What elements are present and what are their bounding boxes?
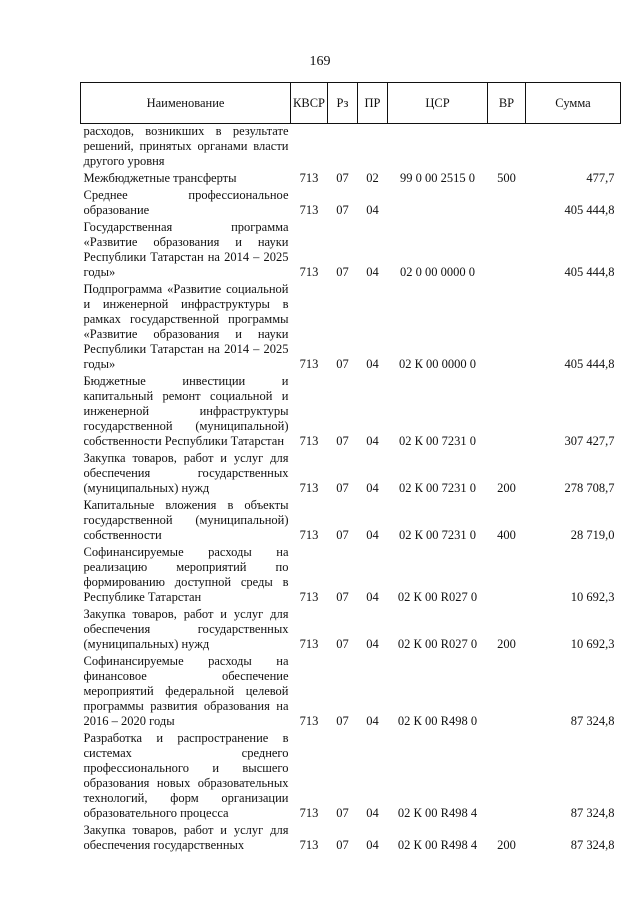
table-row xyxy=(81,282,621,374)
cell-vr: 200 xyxy=(497,838,516,852)
cell-csr xyxy=(388,124,488,172)
cell-pr: 04 xyxy=(366,528,379,542)
cell-sum: 10 692,3 xyxy=(570,590,615,604)
cell-name: Закупка товаров, работ и услуг для обеспечения государственных (муниципальных) нужд xyxy=(83,451,289,495)
header-row xyxy=(81,83,621,124)
cell-csr: 99 0 00 2515 0 xyxy=(400,171,475,185)
cell-vr: 200 xyxy=(497,637,516,651)
header-name: Наименование xyxy=(81,83,291,124)
table-row xyxy=(81,171,621,188)
cell-kvsr: 713 xyxy=(299,434,319,448)
cell-name: Подпрограмма «Развитие социальной и инженерной инфраструктуры в рамках государственной программы «Развитие образования и науки Республики Татарстан на 2014 – 2025 годы» xyxy=(83,282,289,371)
cell-kvsr: 713 xyxy=(299,714,319,728)
table-row xyxy=(81,498,621,545)
cell-name: расходов, возникших в результате решений, принятых органами власти другого уровня xyxy=(83,124,289,168)
header-pr: ПР xyxy=(358,83,388,124)
cell-csr: 02 К 00 R498 0 xyxy=(397,714,478,728)
cell-sum: 405 444,8 xyxy=(564,203,615,217)
cell-sum: 28 719,0 xyxy=(570,528,615,542)
cell-kvsr: 713 xyxy=(299,637,319,651)
header-kvsr: КВСР xyxy=(291,83,328,124)
cell-csr: 02 К 00 R027 0 xyxy=(397,637,478,651)
cell-rz: 07 xyxy=(336,357,349,371)
cell-kvsr: 713 xyxy=(299,590,319,604)
header-sum: Сумма xyxy=(526,83,621,124)
cell-kvsr: 713 xyxy=(299,528,319,542)
cell-rz: 07 xyxy=(336,806,349,820)
cell-rz: 07 xyxy=(336,714,349,728)
table-row xyxy=(81,823,621,855)
cell-rz: 07 xyxy=(336,528,349,542)
table-row xyxy=(81,607,621,654)
cell-csr: 02 0 00 0000 0 xyxy=(400,265,475,279)
cell-pr: 04 xyxy=(366,203,379,217)
cell-vr xyxy=(488,731,526,823)
cell-pr: 02 xyxy=(366,171,379,185)
cell-vr xyxy=(488,124,526,172)
cell-rz: 07 xyxy=(336,637,349,651)
cell-kvsr: 713 xyxy=(299,171,319,185)
budget-table-container xyxy=(80,82,620,855)
table-row xyxy=(81,124,621,172)
cell-kvsr xyxy=(291,124,328,172)
cell-vr xyxy=(488,545,526,607)
cell-kvsr: 713 xyxy=(299,481,319,495)
cell-rz: 07 xyxy=(336,838,349,852)
cell-kvsr: 713 xyxy=(299,357,319,371)
cell-vr xyxy=(488,374,526,451)
cell-vr xyxy=(488,654,526,731)
cell-pr xyxy=(358,124,388,172)
cell-rz: 07 xyxy=(336,434,349,448)
cell-sum: 477,7 xyxy=(586,171,615,185)
cell-pr: 04 xyxy=(366,434,379,448)
header-rz: Рз xyxy=(328,83,358,124)
cell-name: Среднее профессиональное образование xyxy=(83,188,289,217)
cell-vr: 200 xyxy=(497,481,516,495)
cell-name: Бюджетные инвестиции и капитальный ремонт социальной и инженерной инфраструктуры государственной (муниципальной) собственности Республики Татарстан xyxy=(83,374,289,448)
cell-sum: 87 324,8 xyxy=(570,714,615,728)
cell-sum: 405 444,8 xyxy=(564,357,615,371)
table-row xyxy=(81,188,621,220)
cell-name: Разработка и распространение в системах среднего профессионального и высшего образования новых образовательных технологий, форм организации образовательного процесса xyxy=(83,731,289,820)
cell-sum: 278 708,7 xyxy=(564,481,615,495)
cell-pr: 04 xyxy=(366,357,379,371)
cell-name: Государственная программа «Развитие образования и науки Республики Татарстан на 2014 – 2025 годы» xyxy=(83,220,289,279)
cell-rz: 07 xyxy=(336,481,349,495)
header-csr: ЦСР xyxy=(388,83,488,124)
cell-csr: 02 К 00 7231 0 xyxy=(398,481,477,495)
cell-pr: 04 xyxy=(366,637,379,651)
cell-csr: 02 К 00 0000 0 xyxy=(398,357,477,371)
cell-kvsr: 713 xyxy=(299,203,319,217)
cell-pr: 04 xyxy=(366,806,379,820)
cell-sum: 87 324,8 xyxy=(570,806,615,820)
cell-pr: 04 xyxy=(366,590,379,604)
cell-csr: 02 К 00 7231 0 xyxy=(398,434,477,448)
table-header xyxy=(81,83,621,124)
cell-vr xyxy=(488,282,526,374)
cell-sum: 10 692,3 xyxy=(570,637,615,651)
cell-vr xyxy=(488,188,526,220)
cell-vr: 400 xyxy=(497,528,516,542)
cell-name: Закупка товаров, работ и услуг для обеспечения государственных (муниципальных) нужд xyxy=(83,607,289,651)
cell-name: Софинансируемые расходы на реализацию мероприятий по формированию доступной среды в Республике Татарстан xyxy=(83,545,289,604)
table-row xyxy=(81,220,621,282)
budget-table xyxy=(80,82,621,855)
cell-sum xyxy=(526,124,621,172)
table-row xyxy=(81,731,621,823)
header-vr: ВР xyxy=(488,83,526,124)
table-row xyxy=(81,654,621,731)
cell-sum: 405 444,8 xyxy=(564,265,615,279)
cell-sum: 87 324,8 xyxy=(570,838,615,852)
cell-pr: 04 xyxy=(366,481,379,495)
table-row xyxy=(81,451,621,498)
cell-name: Капитальные вложения в объекты государственной (муниципальной) собственности xyxy=(83,498,289,542)
cell-pr: 04 xyxy=(366,714,379,728)
cell-rz xyxy=(328,124,358,172)
cell-pr: 04 xyxy=(366,265,379,279)
cell-kvsr: 713 xyxy=(299,838,319,852)
cell-name: Закупка товаров, работ и услуг для обеспечения государственных xyxy=(83,823,289,852)
cell-csr: 02 К 00 R498 4 xyxy=(397,806,478,820)
cell-rz: 07 xyxy=(336,171,349,185)
cell-rz: 07 xyxy=(336,203,349,217)
cell-csr: 02 К 00 R498 4 xyxy=(397,838,478,852)
cell-vr xyxy=(488,220,526,282)
cell-sum: 307 427,7 xyxy=(564,434,615,448)
table-row xyxy=(81,374,621,451)
table-body xyxy=(81,124,621,856)
cell-name: Межбюджетные трансферты xyxy=(83,171,237,185)
cell-pr: 04 xyxy=(366,838,379,852)
cell-rz: 07 xyxy=(336,265,349,279)
cell-kvsr: 713 xyxy=(299,265,319,279)
page-number: 169 xyxy=(309,54,331,69)
table-row xyxy=(81,545,621,607)
cell-csr xyxy=(388,188,488,220)
cell-rz: 07 xyxy=(336,590,349,604)
cell-kvsr: 713 xyxy=(299,806,319,820)
cell-name: Софинансируемые расходы на финансовое обеспечение мероприятий федеральной целевой программы развития образования на 2016 – 2020 годы xyxy=(83,654,289,728)
cell-csr: 02 К 00 R027 0 xyxy=(397,590,478,604)
cell-vr: 500 xyxy=(497,171,516,185)
cell-csr: 02 К 00 7231 0 xyxy=(398,528,477,542)
